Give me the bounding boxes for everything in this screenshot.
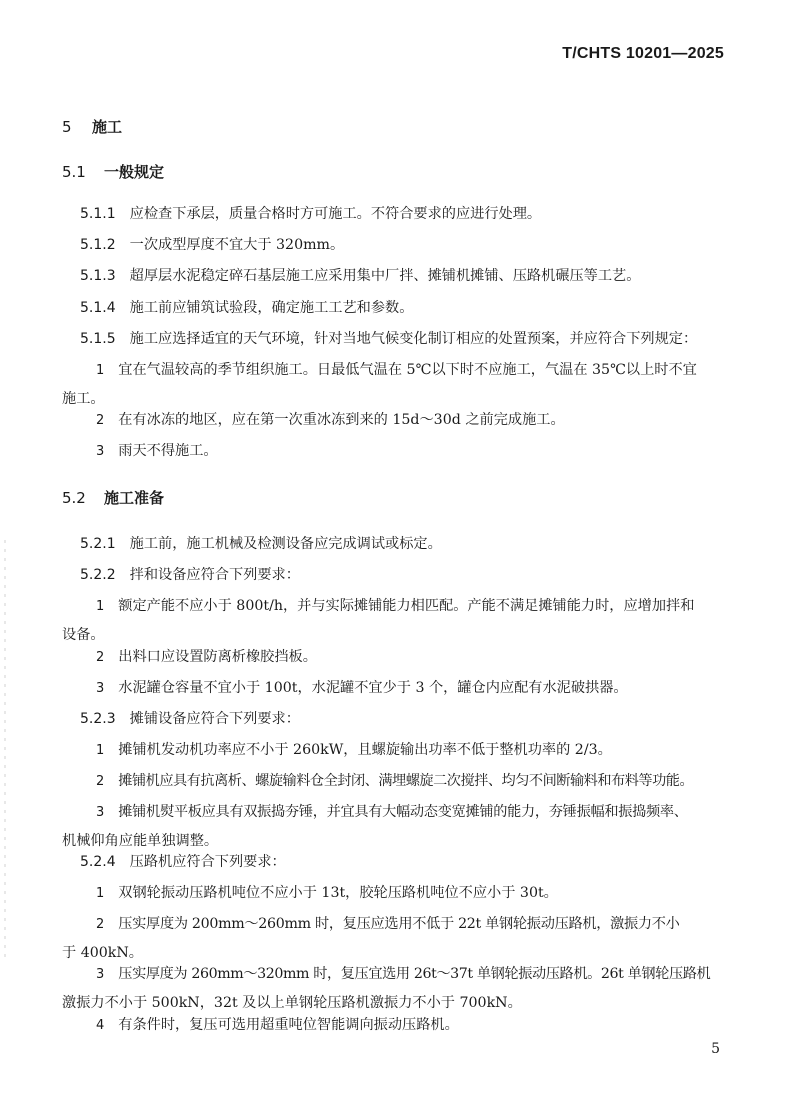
section-number: 5.1 [62,163,86,181]
clause-text: 施工前应铺筑试验段，确定施工工艺和参数。 [129,300,414,316]
item-text-continued: 施工。 [62,391,105,407]
item-text: 雨天不得施工。 [118,443,218,459]
clause-number: 5.2.4 [80,854,116,870]
item-text-continued: 于 400kN。 [62,945,143,961]
item-number: 3 [96,444,105,459]
item-text: 在有冰冻的地区，应在第一次重冰冻到来的 15d～30d 之前完成施工。 [118,412,565,428]
clause-5-1-2 [62,231,732,260]
clause-5-2-2 [62,561,732,590]
item-number: 2 [96,917,105,932]
clause-5-1-1 [62,200,732,229]
item-text-continued: 机械仰角应能单独调整。 [62,833,219,849]
section-heading-5-2 [62,487,164,508]
item-text: 宜在气温较高的季节组织施工。日最低气温在 5℃以下时不应施工，气温在 35℃以上时不宜 [118,362,697,378]
item-number: 3 [96,681,105,696]
item-5-2-4-3 [62,960,732,1018]
item-5-2-3-1 [62,736,732,765]
item-5-2-2-2 [62,643,732,672]
item-number: 2 [96,650,105,665]
clause-text: 应检查下承层，质量合格时方可施工。不符合要求的应进行处理。 [129,206,542,222]
item-5-2-2-1 [62,592,732,650]
item-text: 出料口应设置防离析橡胶挡板。 [118,649,317,665]
item-number: 1 [96,363,105,378]
clause-5-1-3 [62,262,732,291]
item-5-2-2-3 [62,674,732,703]
item-text: 摊铺机应具有抗离析、螺旋输料仓全封闭、满埋螺旋二次搅拌、均匀不间断输料和布料等功能。 [118,773,694,789]
item-text: 压实厚度为 200mm～260mm 时，复压应选用不低于 22t 单钢轮振动压路机，激振力不小 [118,916,680,932]
clause-text: 施工前，施工机械及检测设备应完成调试或标定。 [129,536,442,552]
item-text: 水泥罐仓容量不宜小于 100t，水泥罐不宜少于 3 个，罐仓内应配有水泥破拱器。 [118,680,628,696]
item-number: 4 [96,1018,105,1033]
clause-text: 超厚层水泥稳定碎石基层施工应采用集中厂拌、摊铺机摊铺、压路机碾压等工艺。 [129,268,641,284]
item-text: 压实厚度为 260mm～320mm 时，复压宜选用 26t～37t 单钢轮振动压路机。26t 单钢轮压路机 [118,966,711,982]
clause-5-2-1 [62,530,732,559]
item-number: 1 [96,599,105,614]
clause-5-1-4 [62,294,732,323]
clause-number: 5.1.5 [80,331,116,347]
item-text: 摊铺机熨平板应具有双振捣夯锤，并宜具有大幅动态变宽摊铺的能力，夯锤振幅和振捣频率、 [118,804,688,820]
section-title: 施工准备 [104,489,165,507]
clause-number: 5.1.4 [80,300,116,316]
item-text: 摊铺机发动机功率应不小于 260kW，且螺旋输出功率不低于整机功率的 2/3。 [118,742,612,758]
standard-code: T/CHTS 10201—2025 [562,45,724,62]
chapter-number: 5 [62,118,72,136]
item-5-1-5-2 [62,406,732,435]
item-5-2-4-1 [62,879,732,908]
item-text: 双钢轮振动压路机吨位不应小于 13t，胶轮压路机吨位不应小于 30t。 [118,885,558,901]
clause-5-2-4 [62,848,732,877]
item-5-2-4-4 [62,1011,732,1040]
clause-number: 5.2.2 [80,567,116,583]
item-number: 1 [96,886,105,901]
item-number: 1 [96,743,105,758]
clause-number: 5.2.1 [80,536,116,552]
scan-edge-mark [4,540,6,960]
clause-5-1-5 [62,325,732,354]
item-number: 3 [96,967,105,982]
clause-text: 压路机应符合下列要求： [129,854,286,870]
clause-5-2-3 [62,705,732,734]
clause-number: 5.2.3 [80,711,116,727]
clause-number: 5.1.3 [80,268,116,284]
chapter-title: 施工 [92,118,123,136]
clause-text: 一次成型厚度不宜大于 320mm。 [129,237,345,253]
clause-text: 摊铺设备应符合下列要求： [129,711,300,727]
item-number: 2 [96,774,105,789]
item-text-continued: 设备。 [62,627,105,643]
item-text: 额定产能不应小于 800t/h，并与实际摊铺能力相匹配。产能不满足摊铺能力时，应增加拌和 [118,598,695,614]
item-5-1-5-3 [62,437,732,466]
clause-number: 5.1.2 [80,237,116,253]
item-number: 2 [96,413,105,428]
item-5-2-3-2 [62,767,732,796]
item-text-continued: 激振力不小于 500kN，32t 及以上单钢轮压路机激振力不小于 700kN。 [62,995,522,1011]
section-heading-5-1 [62,161,164,182]
item-number: 3 [96,805,105,820]
clause-number: 5.1.1 [80,206,116,222]
chapter-heading [62,116,122,137]
page-number: 5 [711,1041,720,1057]
item-text: 有条件时，复压可选用超重吨位智能调向振动压路机。 [118,1017,459,1033]
clause-text: 施工应选择适宜的天气环境，针对当地气候变化制订相应的处置预案，并应符合下列规定： [129,331,698,347]
clause-text: 拌和设备应符合下列要求： [129,567,300,583]
section-number: 5.2 [62,489,86,507]
section-title: 一般规定 [104,163,165,181]
